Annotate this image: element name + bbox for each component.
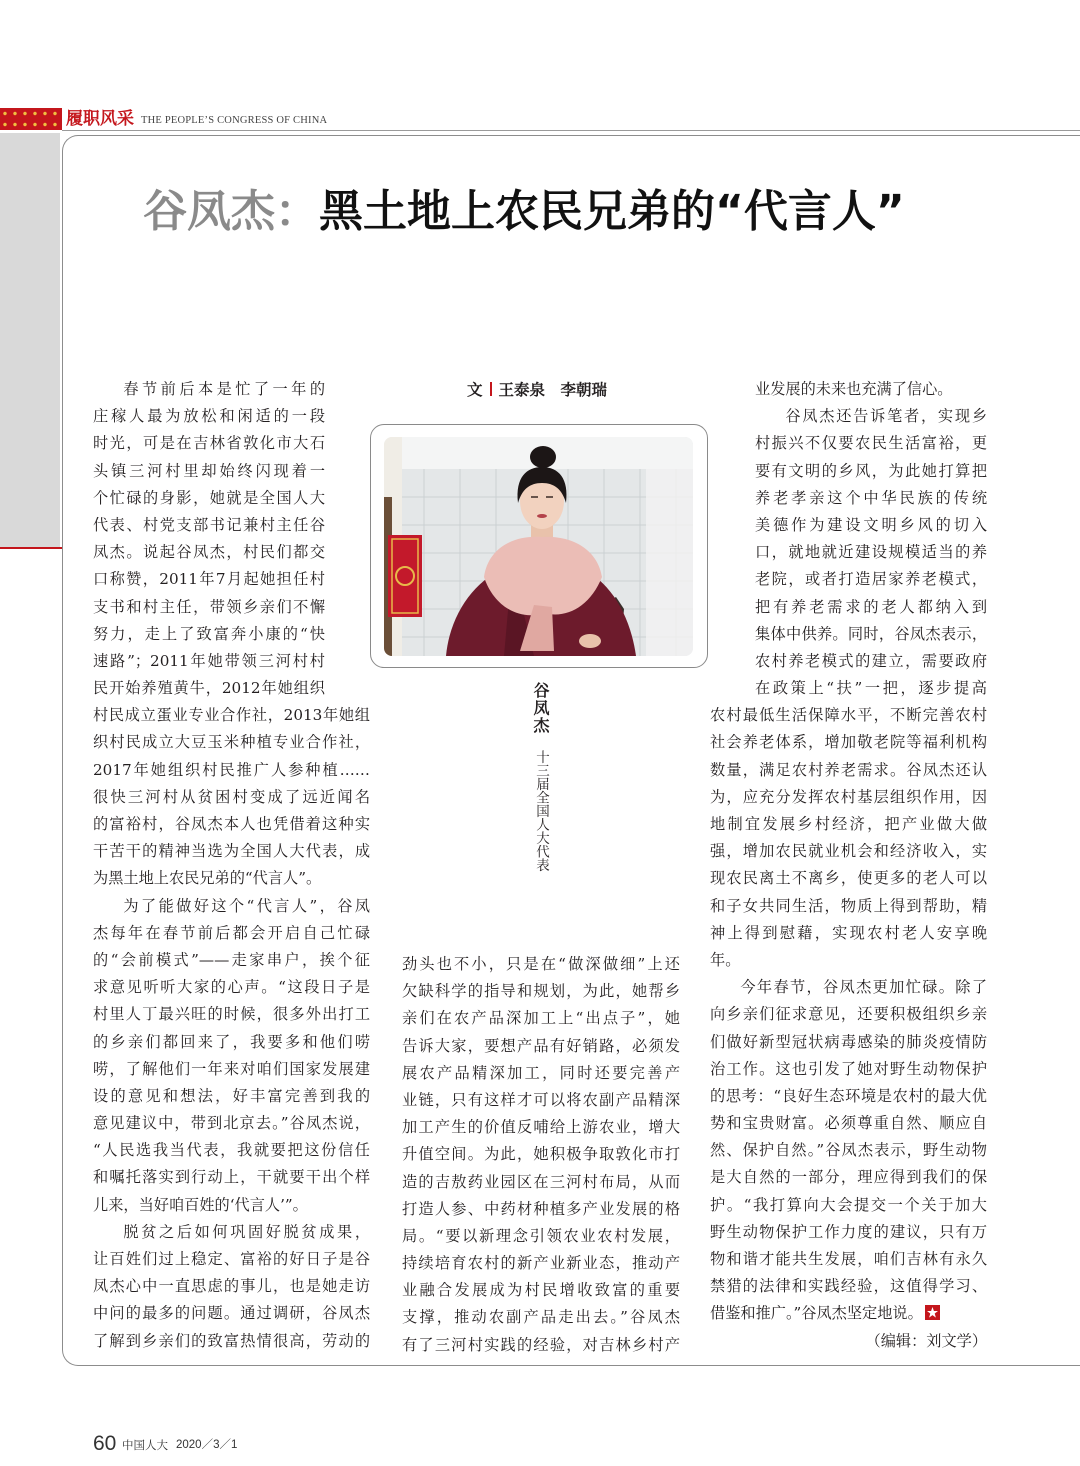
body-text-line: 展农产品精深加工，同时还要完善产 bbox=[402, 1063, 680, 1082]
body-text-line: 时光，可是在吉林省敦化市大石 bbox=[93, 434, 325, 453]
body-text-line: 杰每年在春节前后都会开启自己忙碌 bbox=[93, 923, 370, 942]
byline-authors: 王泰泉 李朝瑞 bbox=[498, 380, 608, 399]
red-poster bbox=[388, 535, 422, 617]
body-text-line: 凤杰心中一直思虑的事儿，也是她走访 bbox=[93, 1277, 370, 1296]
body-text-line: 为了能做好这个“代言人”，谷凤 bbox=[123, 896, 370, 915]
body-text-line: 是大自然的一部分，理应得到我们的保 bbox=[710, 1168, 987, 1187]
body-text-line: 儿来，当好咱百姓的‘代言人’”。 bbox=[93, 1195, 308, 1214]
page-number: 60 bbox=[93, 1432, 117, 1455]
article-column-2 bbox=[402, 951, 680, 1359]
body-text-line: 2017年她组织村民推广人参种植…… bbox=[93, 760, 370, 779]
body-text-line: 强，增加农民就业机会和经济收入，实 bbox=[710, 842, 987, 861]
side-red-rule bbox=[0, 547, 62, 549]
body-text-line: 养老孝亲这个中华民族的传统 bbox=[755, 488, 987, 507]
body-text-line: 向乡亲们征求意见，还要积极组织乡亲 bbox=[710, 1005, 987, 1024]
body-text-line: 支撑，推动农副产品走出去。”谷凤杰 bbox=[402, 1308, 680, 1327]
body-text-line: 业发展的未来也充满了信心。 bbox=[755, 380, 953, 398]
header-ornament bbox=[0, 108, 62, 130]
body-text-line: 干苦干的精神当选为全国人大代表，成 bbox=[93, 842, 370, 861]
body-text-line: 社会养老体系，增加敬老院等福利机构 bbox=[710, 733, 987, 752]
body-text-line: 织村民成立大豆玉米种植专业合作社， bbox=[93, 733, 370, 752]
side-band bbox=[0, 133, 60, 548]
body-text-line: 把有养老需求的老人都纳入到 bbox=[755, 597, 987, 616]
body-text-line: 局。“要以新理念引领农业农村发展， bbox=[402, 1226, 680, 1245]
body-text-line: 求意见听听大家的心声。“这段日子是 bbox=[93, 978, 370, 997]
body-text-line: 禁猎的法律和实践经验，这值得学习、 bbox=[710, 1277, 987, 1296]
body-text-line: 为黑土地上农民兄弟的“代言人”。 bbox=[93, 869, 322, 888]
body-text-line: 春节前后本是忙了一年的 bbox=[123, 380, 325, 398]
body-text-line: 要有文明的乡风，为此她打算把 bbox=[755, 461, 987, 480]
body-text-line: 的“会前模式”——走家串户，挨个征 bbox=[93, 950, 370, 969]
body-text-line: 农村最低生活保障水平，不断完善农村 bbox=[710, 706, 987, 725]
body-text-line: 民开始养殖黄牛，2012年她组织 bbox=[93, 679, 325, 698]
body-text-line: 速路”；2011年她带领三河村村 bbox=[93, 651, 325, 670]
body-text-line: 年。 bbox=[710, 950, 741, 969]
body-text-line: 头镇三河村里却始终闪现着一 bbox=[93, 461, 325, 480]
body-text-line: 欠缺科学的指导和规划，为此，她帮乡 bbox=[402, 982, 680, 1001]
body-text-line: 护。“我打算向大会提交一个关于加大 bbox=[710, 1195, 987, 1214]
body-text-line: 持续培育农村的新产业新业态，推动产 bbox=[402, 1254, 680, 1273]
body-text-line: “人民选我当代表，我就要把这份信任 bbox=[93, 1141, 370, 1160]
body-text-line: 意见建议中，带到北京去。”谷凤杰说， bbox=[93, 1114, 370, 1133]
body-text-line: 神上得到慰藉，实现农村老人安享晚 bbox=[710, 923, 987, 942]
article-column-3 bbox=[710, 376, 987, 1355]
body-text-line: 美德作为建设文明乡风的切入 bbox=[755, 515, 987, 534]
body-text-line: 让百姓们过上稳定、富裕的好日子是谷 bbox=[93, 1250, 370, 1268]
body-text-line: 势和宝贵财富。必须尊重自然、顺应自 bbox=[710, 1114, 987, 1133]
caption-role: 十三届全国人大代表 bbox=[533, 750, 549, 872]
body-text-line: 升值空间。为此，她积极争取敦化市打 bbox=[402, 1145, 680, 1164]
body-text-line: 和子女共同生活，物质上得到帮助，精 bbox=[710, 896, 987, 915]
body-text-line: 口称赞，2011年7月起她担任村 bbox=[93, 570, 325, 589]
body-text-line: 现农民离土不离乡，使更多的老人可以 bbox=[710, 869, 987, 888]
body-text-line: 努力，走上了致富奔小康的“快 bbox=[93, 624, 325, 643]
body-text-line: 支书和村主任，带领乡亲们不懈 bbox=[93, 597, 325, 616]
title-name: 谷凤杰： bbox=[143, 186, 319, 237]
body-text-line: 今年春节，谷凤杰更加忙碌。除了 bbox=[740, 978, 987, 997]
body-text-line: 代表、村党支部书记兼村主任谷 bbox=[93, 515, 325, 534]
editor-credit: （编辑：刘文学） bbox=[865, 1331, 987, 1350]
section-title: 履职风采 bbox=[66, 109, 134, 129]
body-text-line: 亲们在农产品深加工上“出点子”，她 bbox=[402, 1009, 680, 1028]
body-text-line: 中问的最多的问题。通过调研，谷凤杰 bbox=[93, 1304, 370, 1323]
body-text-line: 有了三河村实践的经验，对吉林乡村产 bbox=[402, 1335, 680, 1354]
body-text-line: 设的意见和想法，好丰富完善到我的 bbox=[93, 1086, 370, 1105]
body-text-line: 加工产生的价值反哺给上游农业，增大 bbox=[402, 1118, 680, 1137]
body-text-line: 村里人丁最兴旺的时候，很多外出打工 bbox=[93, 1005, 370, 1024]
body-text-line: 口，就地就近建设规模适当的养 bbox=[755, 543, 987, 562]
body-text-line: 的思考：“良好生态环境是农村的最大优 bbox=[710, 1086, 987, 1105]
byline-separator bbox=[490, 382, 492, 396]
body-text-line: 和嘱托落实到行动上，干就要干出个样 bbox=[93, 1168, 370, 1187]
body-text-line: 业融合发展成为村民增收致富的重要 bbox=[402, 1281, 680, 1300]
body-text-line: 庄稼人最为放松和闲适的一段 bbox=[93, 407, 325, 426]
body-text-line: 业链，只有这样才可以将农副产品精深 bbox=[402, 1090, 680, 1109]
star-icon bbox=[925, 1305, 940, 1320]
body-text-line: 的富裕村，谷凤杰本人也凭借着这种实 bbox=[93, 815, 370, 833]
body-text-line: 了解到乡亲们的致富热情很高，劳动的 bbox=[93, 1331, 370, 1350]
title-headline: 黑土地上农民兄弟的“代言人” bbox=[319, 186, 905, 237]
portrait-illustration bbox=[384, 437, 693, 656]
body-text-line: 然、保护自然。”谷凤杰表示，野生动物 bbox=[710, 1141, 987, 1160]
body-text-line: 在政策上“扶”一把，逐步提高 bbox=[755, 679, 987, 698]
body-text-line: 的乡亲们都回来了，我要多和他们唠 bbox=[93, 1032, 370, 1051]
body-text-line: 农村养老模式的建立，需要政府 bbox=[755, 651, 987, 670]
body-text-line: 谷凤杰还告诉笔者，实现乡 bbox=[785, 407, 987, 426]
body-text-line: 野生动物保护工作力度的建议，只有万 bbox=[710, 1222, 987, 1241]
body-text-line: 为，应充分发挥农村基层组织作用，因 bbox=[710, 787, 987, 806]
article-title bbox=[143, 186, 905, 238]
portrait-photo bbox=[384, 437, 693, 656]
article-column-1 bbox=[93, 376, 370, 1355]
magazine-subtitle: THE PEOPLE’S CONGRESS OF CHINA bbox=[141, 115, 328, 126]
body-text-line: 老院，或者打造居家养老模式， bbox=[755, 570, 987, 589]
body-text-line: 打造人参、中药材种植多产业发展的格 bbox=[402, 1199, 680, 1218]
body-text-line: 治工作。这也引发了她对野生动物保护 bbox=[710, 1059, 987, 1078]
body-text-line: 个忙碌的身影，她就是全国人大 bbox=[93, 488, 325, 507]
body-text-line: 集体中供养。同时，谷凤杰表示， bbox=[755, 624, 987, 643]
byline-label: 文 bbox=[467, 380, 483, 399]
byline bbox=[467, 376, 607, 403]
body-text-line: 很快三河村从贫困村变成了远近闻名 bbox=[93, 787, 370, 806]
body-text-line: 造的吉敖药业园区在三河村布局，从而 bbox=[402, 1172, 680, 1191]
body-text-line: 们做好新型冠状病毒感染的肺炎疫情防 bbox=[710, 1032, 987, 1051]
body-text-line: 数量，满足农村养老需求。谷凤杰还认 bbox=[710, 760, 987, 779]
body-text-line: 劲头也不小，只是在“做深做细”上还 bbox=[402, 955, 680, 973]
body-text-line: 唠，了解他们一年来对咱们国家发展建 bbox=[93, 1059, 370, 1078]
caption-name: 谷凤杰 bbox=[531, 682, 550, 735]
header-divider bbox=[62, 130, 1080, 131]
body-text-line: 物和谐才能共生发展，咱们吉林有永久 bbox=[710, 1250, 987, 1268]
body-text-line: 村振兴不仅要农民生活富裕，更 bbox=[755, 434, 987, 453]
body-text-line: 凤杰。说起谷凤杰，村民们都交 bbox=[93, 543, 325, 562]
body-text-line-final bbox=[710, 1300, 987, 1327]
footer-magazine: 中国人大 bbox=[122, 1438, 168, 1452]
footer-date: 2020／3／1 bbox=[176, 1439, 238, 1451]
body-text-line: 村民成立蛋业专业合作社，2013年她组 bbox=[93, 706, 370, 725]
body-text-line: 地制宜发展乡村经济，把产业做大做 bbox=[710, 815, 987, 833]
final-sentence: 借鉴和推广。”谷凤杰坚定地说。 bbox=[710, 1304, 923, 1323]
body-text-line: 告诉大家，要想产品有好销路，必须发 bbox=[402, 1036, 680, 1055]
body-text-line: 脱贫之后如何巩固好脱贫成果， bbox=[123, 1222, 370, 1241]
